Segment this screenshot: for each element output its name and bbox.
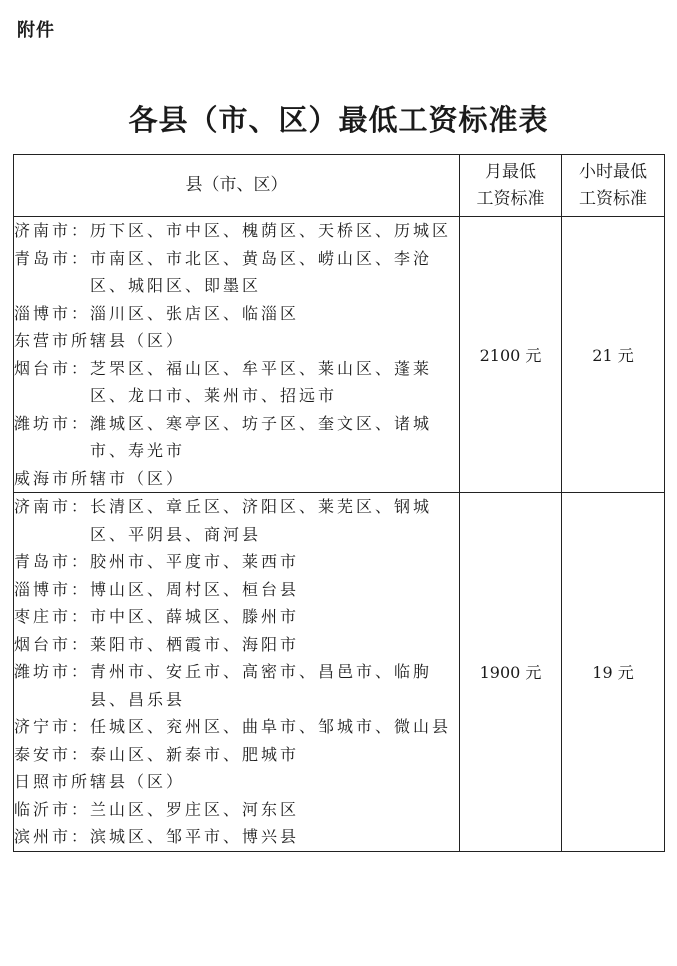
- city-name: 枣庄市：: [14, 607, 91, 626]
- region-entry: [14, 741, 459, 769]
- city-name: 青岛市：: [14, 552, 91, 571]
- city-name: 潍坊市：: [14, 413, 91, 433]
- city-name: 滨州市：: [14, 827, 91, 846]
- region-entry: [14, 410, 459, 465]
- city-name: 威海市所辖市（区）: [14, 468, 186, 488]
- district-list: 胶州市、平度市、莱西市: [90, 552, 300, 571]
- city-name: 济南市：: [14, 497, 91, 516]
- district-list: 市南区、市北区、黄岛区、崂山区、李沧区、城阳区、即墨区: [90, 248, 433, 295]
- region-entry: [14, 300, 459, 328]
- region-entry: [14, 465, 459, 493]
- region-entry: [14, 355, 459, 410]
- district-list: 任城区、兖州区、曲阜市、邹城市、微山县: [90, 717, 452, 736]
- region-entry: [14, 796, 459, 824]
- city-name: 潍坊市：: [14, 662, 91, 681]
- district-list: 市中区、薛城区、滕州市: [90, 607, 300, 626]
- region-entry: [14, 245, 459, 300]
- district-list: 芝罘区、福山区、牟平区、莱山区、蓬莱区、龙口市、莱州市、招远市: [90, 358, 433, 405]
- district-list: 青州市、安丘市、高密市、昌邑市、临朐县、昌乐县: [90, 662, 433, 709]
- city-name: 日照市所辖县（区）: [14, 772, 186, 791]
- city-name: 青岛市：: [14, 248, 91, 268]
- city-name: 泰安市：: [14, 744, 91, 764]
- monthly-wage-value: 2100 元: [460, 217, 562, 493]
- region-entry: [14, 823, 459, 851]
- city-name: 临沂市：: [14, 799, 91, 819]
- region-list: [14, 217, 460, 493]
- region-entry: [14, 631, 459, 659]
- district-list: 博山区、周村区、桓台县: [90, 579, 300, 599]
- header-hourly-wage: 小时最低 工资标准: [562, 155, 665, 217]
- region-list: [14, 493, 460, 852]
- region-entry: [14, 576, 459, 604]
- district-list: 历下区、市中区、槐荫区、天桥区、历城区: [90, 221, 452, 240]
- city-name: 烟台市：: [14, 358, 91, 378]
- district-list: 莱阳市、栖霞市、海阳市: [90, 634, 300, 654]
- region-entry: [14, 548, 459, 576]
- district-list: 兰山区、罗庄区、河东区: [90, 799, 300, 819]
- region-entry: [14, 327, 459, 355]
- header-county: 县（市、区）: [14, 155, 460, 217]
- city-name: 烟台市：: [14, 634, 91, 654]
- region-entry: [14, 768, 459, 796]
- district-list: 长清区、章丘区、济阳区、莱芜区、钢城区、平阴县、商河县: [90, 497, 433, 544]
- table-row: [14, 493, 665, 852]
- hourly-wage-value: 19 元: [562, 493, 665, 852]
- district-list: 泰山区、新泰市、肥城市: [90, 744, 300, 764]
- city-name: 济宁市：: [14, 717, 91, 736]
- city-name: 济南市：: [14, 221, 91, 240]
- city-name: 东营市所辖县（区）: [14, 331, 186, 350]
- page-title: 各县（市、区）最低工资标准表: [128, 103, 549, 137]
- hourly-wage-value: 21 元: [562, 217, 665, 493]
- table-header-row: [14, 155, 665, 217]
- header-monthly-wage: 月最低 工资标准: [460, 155, 562, 217]
- region-entry: [14, 493, 459, 548]
- city-name: 淄博市：: [14, 303, 91, 323]
- table-row: [14, 217, 665, 493]
- region-entry: [14, 658, 459, 713]
- attachment-label: 附件: [17, 20, 55, 41]
- district-list: 淄川区、张店区、临淄区: [90, 303, 300, 323]
- region-entry: [14, 217, 459, 245]
- city-name: 淄博市：: [14, 579, 91, 599]
- region-entry: [14, 603, 459, 631]
- region-entry: [14, 713, 459, 741]
- monthly-wage-value: 1900 元: [460, 493, 562, 852]
- district-list: 滨城区、邹平市、博兴县: [90, 827, 300, 846]
- minimum-wage-table: [13, 154, 665, 852]
- district-list: 潍城区、寒亭区、坊子区、奎文区、诸城市、寿光市: [90, 413, 433, 460]
